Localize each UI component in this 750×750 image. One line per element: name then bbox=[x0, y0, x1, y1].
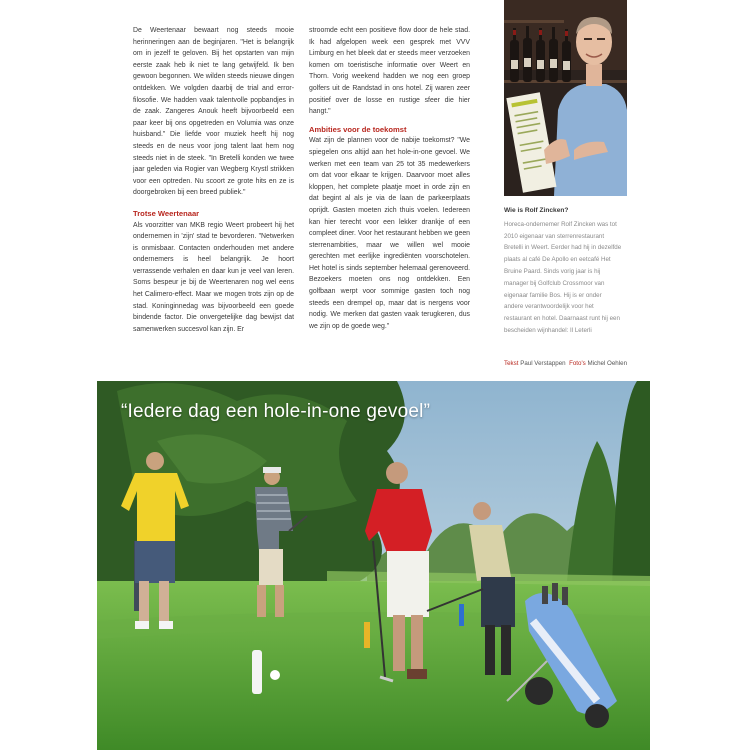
portrait-photo bbox=[504, 0, 627, 196]
article-paragraph: Wat zijn de plannen voor de nabije toekomst? "We spiegelen ons altijd aan het hole-in-one gevoel. We werken met een team van 25 tot 35 medewerkers om dat voor elkaar te krijgen. Daarvoor moet alles kloppen, het complete plaatje moet in orde zijn en dat begint al als je via de laan de parkeerplaats oprijdt. Gasten moeten zich thuis voelen. Iedereen kan hier terecht voor een lekker drankje of een compleet diner. Voor het restaurant hebben we geen sterrenambities, maar we willen wel mooie gerechten met eerlijke ingrediënten voorschotelen. Het hotel is sinds september helemaal gerenoveerd. Bezoekers moeten ons nog ontdekken. Een golfbaan werpt voor sommige gasten toch nog steeds een drempel op, maar dat is nergens voor nodig. We merken dat gasten vaak terugkeren, dus we zijn op de goede weg." bbox=[309, 137, 470, 330]
credit-text-name: Paul Verstappen bbox=[520, 360, 566, 367]
sidebar-bio bbox=[504, 205, 622, 337]
article-paragraph: Als voorzitter van MKB regio Weert probeert hij het ondernemen in 'zijn' stad te bevorderen. "Netwerken is onmisbaar. Contacten onderhouden met andere ondernemers is heel belangrijk. Je hoort verrassende verhalen en daar kun je veel van leren. Soms bespeur je bij de Weertenaren nog wel eens het Calimero-effect. Maar we mogen trots zijn op de stad. Koninginnedag was bijvoorbeeld een goede bindende factor. Die onvergetelijke dag bewijst dat samenwerken succesvol kan zijn. Er bbox=[133, 221, 294, 333]
credit-text-label: Tekst bbox=[504, 360, 519, 367]
subheading-ambities: Ambities voor de toekomst bbox=[309, 124, 407, 134]
article-paragraph: De Weertenaar bewaart nog steeds mooie herinneringen aan de beginjaren. "Het is belangrijk om in jezelf te geloven. Bij het opstarten van mijn eerste zaak heb ik niet te lang getwijfeld. Ik ben gewoon begonnen. We wilden steeds nieuwe dingen ontdekken. We volgden daarbij de trial and error-filosofie. We hadden vaak talentvolle popbandjes in de zaak. Zangeres Anouk heeft bijvoorbeeld een paar keer bij ons opgetreden en Volumia was onze huisband." Die liefde voor muziek heeft hij nog steeds en de neus voor jong talent laat hem nog steeds niet in de steek. "In Bretelli konden we twee jaar geleden via Rogier van Wegberg Krystl strikken voor een optreden. Nu scoort ze grote hits en ze is doorgebroken bij een breed publiek." bbox=[133, 27, 294, 197]
portrait-illustration bbox=[504, 0, 627, 196]
subheading-trotse-weertenaar: Trotse Weertenaar bbox=[133, 208, 200, 218]
credit-photo-label: Foto's bbox=[569, 360, 586, 367]
article-column-2 bbox=[309, 25, 470, 332]
credit-photo-name: Michel Oehlen bbox=[587, 360, 628, 367]
sidebar-heading: Wie is Rolf Zincken? bbox=[504, 207, 569, 214]
photo-credits bbox=[504, 360, 627, 367]
article-column-1 bbox=[133, 25, 294, 335]
golf-scene-illustration bbox=[97, 381, 650, 750]
article-paragraph: stroomde echt een positieve flow door de hele stad. Ik had afgelopen week een gesprek met VVV Limburg en het bleek dat er steeds meer verzoeken komen om toeristische informatie over Weert en Thorn. Vorig weekend hadden we nog een groep golfers uit de Randstad in ons hotel. Zij waren zeer positief over de losse en rustige sfeer die hier hangt." bbox=[309, 27, 470, 116]
hero-quote: “Iedere dag een hole-in-one gevoel” bbox=[121, 401, 431, 422]
hero-photo bbox=[97, 381, 650, 750]
sidebar-body: Horeca-ondernemer Rolf Zincken was tot 2010 eigenaar van sterrenrestaurant Bretelli in Weert. Eerder had hij in dezelfde plaats al café De Apollo en eetcafé Het Bruine Paard. Sinds vorig jaar is hij manager bij Golfclub Crossmoor van eigenaar familie Bos. Hij is er onder andere verantwoordelijk voor het restaurant en hotel. Daarnaast runt hij een bescheiden wijnhandel: Il Leterli bbox=[504, 220, 622, 334]
